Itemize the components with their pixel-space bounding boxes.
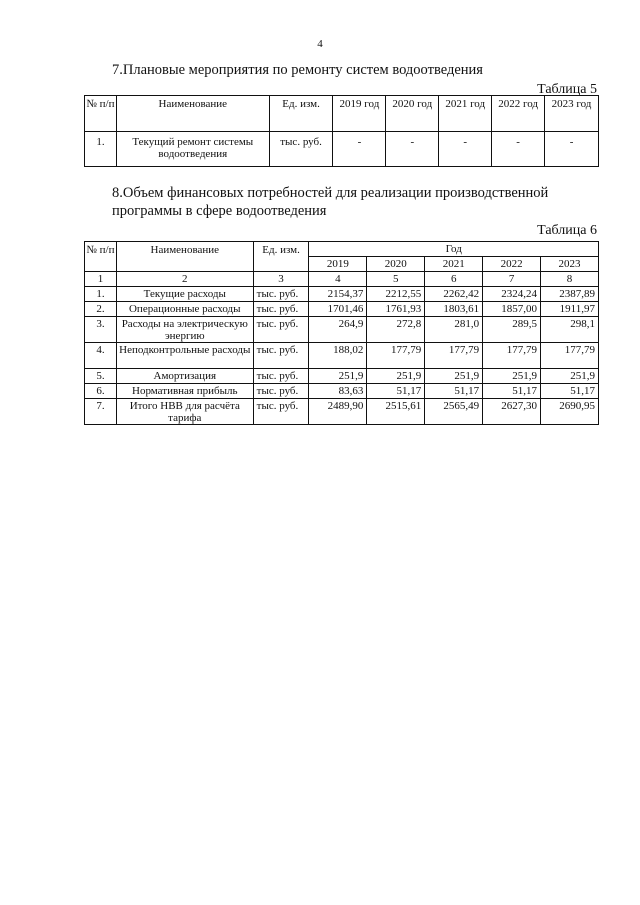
table-row bbox=[85, 369, 599, 384]
table6-header-2023: 2023 bbox=[541, 257, 599, 272]
table-row bbox=[85, 132, 599, 167]
row-name-cell: Текущие расходы bbox=[116, 287, 253, 302]
row-value-cell: 177,79 bbox=[425, 343, 483, 369]
table6-header-row bbox=[85, 242, 599, 257]
table5-header-2019: 2019 год bbox=[333, 96, 386, 132]
row-value-cell: 2565,49 bbox=[425, 399, 483, 425]
section8-heading: 8.Объем финансовых потребностей для реализации производственной программы в сфере водоотведения bbox=[112, 185, 549, 219]
row-value-cell: 51,17 bbox=[483, 384, 541, 399]
table6-index-cell: 5 bbox=[367, 272, 425, 287]
row-value-cell: 51,17 bbox=[541, 384, 599, 399]
row-number-cell: 2. bbox=[85, 302, 117, 317]
table5-header-2021: 2021 год bbox=[439, 96, 492, 132]
row-number-cell: 5. bbox=[85, 369, 117, 384]
row-value-cell: 177,79 bbox=[541, 343, 599, 369]
section7-heading: 7.Плановые мероприятия по ремонту систем водоотведения bbox=[112, 62, 483, 78]
table5-header-name: Наименование bbox=[116, 96, 269, 132]
table-row bbox=[85, 343, 599, 369]
table-row bbox=[85, 384, 599, 399]
row-value-cell: 2690,95 bbox=[541, 399, 599, 425]
row-name-cell: Операционные расходы bbox=[116, 302, 253, 317]
row-value-cell: 2154,37 bbox=[309, 287, 367, 302]
row-value-cell: 51,17 bbox=[425, 384, 483, 399]
table5-header-row bbox=[85, 96, 599, 132]
table5-caption: Таблица 5 bbox=[537, 82, 597, 97]
table5-cell: тыс. руб. bbox=[269, 132, 333, 167]
row-number-cell: 1. bbox=[85, 287, 117, 302]
row-name-cell: Итого НВВ для расчёта тарифа bbox=[116, 399, 253, 425]
table6-index-cell: 1 bbox=[85, 272, 117, 287]
table6-index-cell: 6 bbox=[425, 272, 483, 287]
row-value-cell: 2489,90 bbox=[309, 399, 367, 425]
row-value-cell: 2627,30 bbox=[483, 399, 541, 425]
row-value-cell: 2324,24 bbox=[483, 287, 541, 302]
table6-index-cell: 7 bbox=[483, 272, 541, 287]
table5-cell: - bbox=[386, 132, 439, 167]
table5-cell: - bbox=[439, 132, 492, 167]
row-value-cell: 251,9 bbox=[425, 369, 483, 384]
table5-cell: - bbox=[333, 132, 386, 167]
table6-index-cell: 2 bbox=[116, 272, 253, 287]
table5-cell: - bbox=[492, 132, 545, 167]
table6-header-year-group: Год bbox=[309, 242, 599, 257]
row-value-cell: 83,63 bbox=[309, 384, 367, 399]
table6-header-2021: 2021 bbox=[425, 257, 483, 272]
row-unit-cell: тыс. руб. bbox=[253, 302, 309, 317]
row-value-cell: 51,17 bbox=[367, 384, 425, 399]
row-value-cell: 1803,61 bbox=[425, 302, 483, 317]
row-value-cell: 2212,55 bbox=[367, 287, 425, 302]
row-unit-cell: тыс. руб. bbox=[253, 369, 309, 384]
row-value-cell: 289,5 bbox=[483, 317, 541, 343]
row-value-cell: 272,8 bbox=[367, 317, 425, 343]
table5-header-2022: 2022 год bbox=[492, 96, 545, 132]
table5-cell: Текущий ремонт системы водоотведения bbox=[116, 132, 269, 167]
row-value-cell: 2515,61 bbox=[367, 399, 425, 425]
table6-index-row bbox=[85, 272, 599, 287]
row-value-cell: 2387,89 bbox=[541, 287, 599, 302]
row-value-cell: 1701,46 bbox=[309, 302, 367, 317]
table5-cell: - bbox=[545, 132, 599, 167]
row-value-cell: 177,79 bbox=[367, 343, 425, 369]
table-row bbox=[85, 317, 599, 343]
row-unit-cell: тыс. руб. bbox=[253, 399, 309, 425]
row-name-cell: Неподконтрольные расходы bbox=[116, 343, 253, 369]
table6-index-cell: 3 bbox=[253, 272, 309, 287]
row-value-cell: 251,9 bbox=[541, 369, 599, 384]
row-value-cell: 1857,00 bbox=[483, 302, 541, 317]
row-unit-cell: тыс. руб. bbox=[253, 343, 309, 369]
row-number-cell: 3. bbox=[85, 317, 117, 343]
row-value-cell: 1761,93 bbox=[367, 302, 425, 317]
table6-header-2022: 2022 bbox=[483, 257, 541, 272]
table-row bbox=[85, 399, 599, 425]
table-row bbox=[85, 302, 599, 317]
row-value-cell: 188,02 bbox=[309, 343, 367, 369]
table6-index-cell: 8 bbox=[541, 272, 599, 287]
row-number-cell: 7. bbox=[85, 399, 117, 425]
table5-header-2020: 2020 год bbox=[386, 96, 439, 132]
row-number-cell: 4. bbox=[85, 343, 117, 369]
row-value-cell: 251,9 bbox=[367, 369, 425, 384]
table5-header-num: № п/п bbox=[85, 96, 117, 132]
table-6 bbox=[84, 241, 599, 425]
table6-header-unit: Ед. изм. bbox=[253, 242, 309, 272]
table6-header-name: Наименование bbox=[116, 242, 253, 272]
table6-header-2019: 2019 bbox=[309, 257, 367, 272]
table6-header-2020: 2020 bbox=[367, 257, 425, 272]
table5-header-unit: Ед. изм. bbox=[269, 96, 333, 132]
table-row bbox=[85, 287, 599, 302]
row-name-cell: Расходы на электрическую энергию bbox=[116, 317, 253, 343]
row-value-cell: 1911,97 bbox=[541, 302, 599, 317]
table6-caption: Таблица 6 bbox=[537, 223, 597, 238]
row-unit-cell: тыс. руб. bbox=[253, 317, 309, 343]
table6-header-num: № п/п bbox=[85, 242, 117, 272]
row-unit-cell: тыс. руб. bbox=[253, 287, 309, 302]
row-value-cell: 251,9 bbox=[309, 369, 367, 384]
table-5 bbox=[84, 95, 599, 167]
row-value-cell: 177,79 bbox=[483, 343, 541, 369]
row-value-cell: 298,1 bbox=[541, 317, 599, 343]
row-value-cell: 2262,42 bbox=[425, 287, 483, 302]
row-value-cell: 281,0 bbox=[425, 317, 483, 343]
table5-cell: 1. bbox=[85, 132, 117, 167]
row-unit-cell: тыс. руб. bbox=[253, 384, 309, 399]
page-number: 4 bbox=[317, 38, 323, 50]
row-number-cell: 6. bbox=[85, 384, 117, 399]
row-value-cell: 251,9 bbox=[483, 369, 541, 384]
table5-header-2023: 2023 год bbox=[545, 96, 599, 132]
table6-index-cell: 4 bbox=[309, 272, 367, 287]
row-name-cell: Нормативная прибыль bbox=[116, 384, 253, 399]
row-value-cell: 264,9 bbox=[309, 317, 367, 343]
row-name-cell: Амортизация bbox=[116, 369, 253, 384]
